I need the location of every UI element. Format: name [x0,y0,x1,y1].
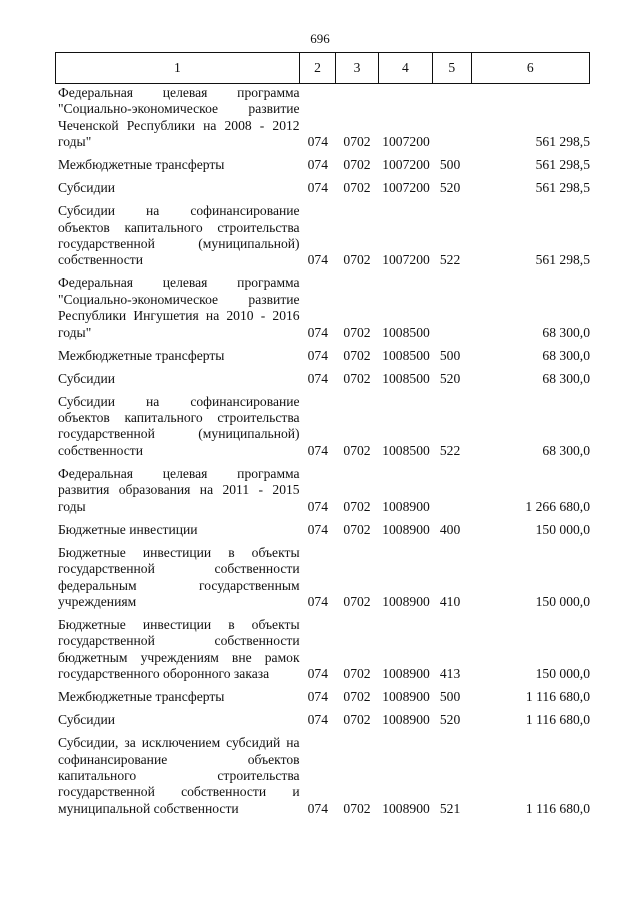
row-code-4: 1008500 [382,370,430,386]
row-amount: 1 266 680,0 [525,498,590,514]
row-code-4: 1008900 [382,712,430,728]
table-row [55,617,590,683]
row-name: Федеральная целевая программа "Социально-экономическое развитие Республики Ингушетия на 2010 - 2016 годы" [58,275,300,340]
row-code-2: 074 [307,666,328,682]
row-code-5: 522 [439,442,461,458]
row-code-2: 074 [307,800,328,816]
row-code-4: 1008500 [382,324,430,340]
row-amount: 68 300,0 [542,442,590,458]
row-code-2: 074 [307,134,328,150]
row-name: Межбюджетные трансферты [58,157,225,173]
row-code-3: 0702 [343,689,371,705]
row-code-3: 0702 [343,666,371,682]
table-row [55,203,590,269]
header-col-2: 2 [299,53,336,83]
table-header [55,52,590,84]
row-code-2: 074 [307,712,328,728]
row-code-4: 1008500 [382,347,430,363]
header-col-1: 1 [55,53,299,83]
row-amount: 150 000,0 [535,666,590,682]
table-row [55,735,590,817]
row-amount: 68 300,0 [542,347,590,363]
row-name: Субсидии на софинансирование объектов капитального строительства государственной (муниципальной) собственности [58,393,300,458]
row-code-4: 1007200 [382,157,430,173]
table-row [55,371,590,387]
row-name: Федеральная целевая программа "Социально-экономическое развитие Чеченской Республики на 2008 - 2012 годы" [58,85,300,150]
header-col-3: 3 [335,53,377,83]
row-name: Межбюджетные трансферты [58,689,225,705]
row-code-2: 074 [307,370,328,386]
row-code-4: 1007200 [382,252,430,268]
row-code-5: 500 [439,347,461,363]
row-code-4: 1008900 [382,666,430,682]
row-code-4: 1008900 [382,800,430,816]
row-code-5: 520 [439,712,461,728]
row-code-3: 0702 [343,180,371,196]
row-code-3: 0702 [343,252,371,268]
row-amount: 150 000,0 [535,521,590,537]
header-col-4: 4 [378,53,432,83]
row-code-3: 0702 [343,712,371,728]
row-code-5: 521 [439,800,461,816]
table-row [55,712,590,728]
row-code-2: 074 [307,252,328,268]
row-name: Бюджетные инвестиции в объекты государственной собственности федеральным государственным учреждениям [58,544,300,609]
row-code-4: 1008900 [382,593,430,609]
row-code-2: 074 [307,498,328,514]
table-body [55,85,590,824]
row-code-2: 074 [307,157,328,173]
header-col-5: 5 [432,53,471,83]
table-row [55,275,590,341]
table-row [55,466,590,515]
row-code-3: 0702 [343,593,371,609]
table-row [55,157,590,173]
row-amount: 150 000,0 [535,593,590,609]
row-amount: 68 300,0 [542,324,590,340]
row-amount: 1 116 680,0 [525,800,590,816]
row-code-4: 1008900 [382,521,430,537]
row-code-3: 0702 [343,800,371,816]
row-code-4: 1008500 [382,442,430,458]
row-code-2: 074 [307,442,328,458]
page-number: 696 [310,31,330,46]
row-amount: 561 298,5 [535,134,590,150]
table-row [55,689,590,705]
row-code-2: 074 [307,347,328,363]
row-code-5: 500 [439,689,461,705]
row-name: Федеральная целевая программа развития образования на 2011 - 2015 годы [58,465,300,514]
row-code-2: 074 [307,180,328,196]
row-name: Субсидии [58,712,116,728]
row-code-2: 074 [307,521,328,537]
row-name: Субсидии, за исключением субсидий на софинансирование объектов капитального строительства государственной собственности и муниципальной собственности [58,735,300,816]
row-amount: 561 298,5 [535,157,590,173]
table-row [55,394,590,460]
table-row [55,85,590,151]
row-name: Субсидии [58,370,116,386]
row-code-3: 0702 [343,134,371,150]
row-code-4: 1007200 [382,134,430,150]
row-code-3: 0702 [343,521,371,537]
row-code-5: 410 [439,593,461,609]
row-code-5: 522 [439,252,461,268]
row-code-2: 074 [307,324,328,340]
row-code-4: 1008900 [382,498,430,514]
row-code-3: 0702 [343,498,371,514]
table-row [55,348,590,364]
row-name: Бюджетные инвестиции в объекты государственной собственности бюджетным учреждениям вне рамок государственного оборонного заказа [58,616,300,682]
row-code-2: 074 [307,689,328,705]
row-amount: 68 300,0 [542,370,590,386]
header-col-6: 6 [471,53,590,83]
row-code-5: 520 [439,180,461,196]
row-code-3: 0702 [343,324,371,340]
row-code-5: 400 [439,521,461,537]
table-row [55,545,590,611]
row-name: Межбюджетные трансферты [58,347,225,363]
row-code-4: 1008900 [382,689,430,705]
row-code-3: 0702 [343,157,371,173]
row-amount: 1 116 680,0 [525,712,590,728]
row-code-5: 520 [439,370,461,386]
row-code-3: 0702 [343,442,371,458]
row-name: Субсидии на софинансирование объектов капитального строительства государственной (муниципальной) собственности [58,203,300,268]
row-code-4: 1007200 [382,180,430,196]
row-code-5: 413 [439,666,461,682]
row-code-3: 0702 [343,370,371,386]
row-amount: 1 116 680,0 [525,689,590,705]
row-name: Бюджетные инвестиции [58,521,198,537]
table-row [55,180,590,196]
row-code-5: 500 [439,157,461,173]
table-row [55,522,590,538]
row-amount: 561 298,5 [535,252,590,268]
row-name: Субсидии [58,180,116,196]
row-amount: 561 298,5 [535,180,590,196]
row-code-2: 074 [307,593,328,609]
row-code-3: 0702 [343,347,371,363]
